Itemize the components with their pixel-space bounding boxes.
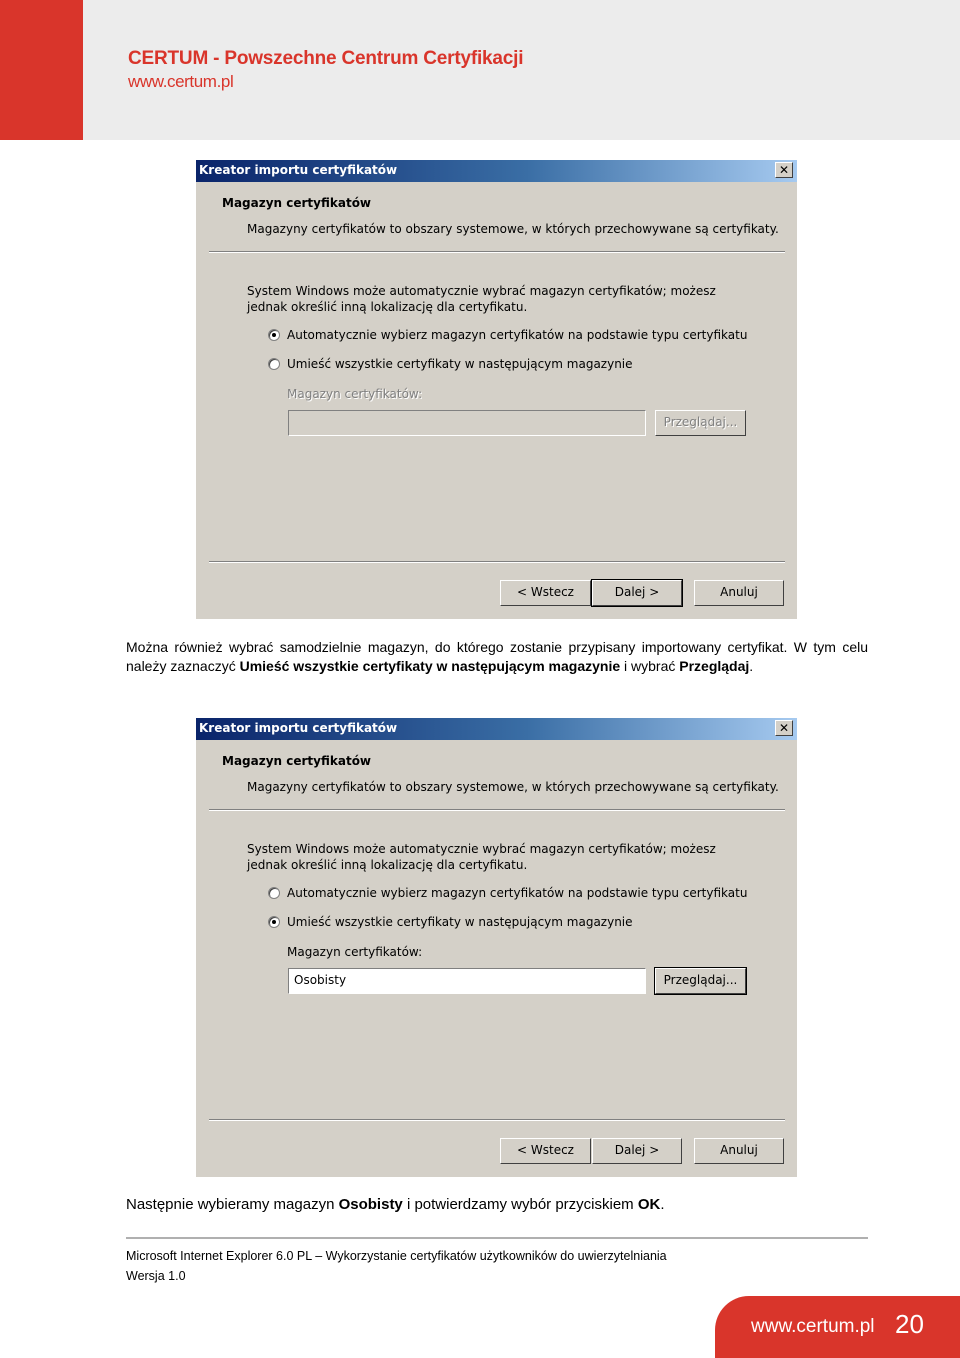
footer-divider — [209, 1119, 785, 1121]
dialog-titlebar — [196, 718, 797, 740]
back-button[interactable]: < Wstecz — [500, 580, 591, 606]
para1-bold-browse: Przeglądaj — [679, 658, 750, 674]
store-field — [288, 410, 646, 436]
import-wizard-dialog-2 — [196, 718, 797, 1177]
cancel-button[interactable]: Anuluj — [694, 1138, 784, 1164]
close-icon[interactable]: ✕ — [775, 720, 793, 736]
radio-manual-selected[interactable] — [268, 916, 280, 928]
radio-manual[interactable] — [268, 358, 280, 370]
dialog-title: Kreator importu certyfikatów — [199, 721, 398, 735]
wizard-description: System Windows może automatycznie wybrać magazyn certyfikatów; możesz jednak określić inną lokalizację dla certyfikatu. — [247, 842, 716, 872]
browse-button[interactable]: Przeglądaj... — [655, 968, 746, 994]
footer-badge — [715, 1296, 960, 1358]
header-band — [83, 0, 960, 140]
header-red-block — [0, 0, 83, 140]
para2-text-2: i potwierdzamy wybór przyciskiem — [402, 1196, 638, 1213]
page-number: 20 — [895, 1309, 924, 1339]
header-divider — [209, 809, 785, 811]
instruction-paragraph-1 — [126, 638, 868, 676]
para1-text: Można również wybrać samodzielnie magazyn, do którego zostanie przypisany importowany certyfikat. W tym celu należy zaznaczyć — [126, 639, 868, 674]
radio-auto[interactable] — [268, 887, 280, 899]
header-divider — [209, 251, 785, 253]
option-auto-label: Automatycznie wybierz magazyn certyfikatów na podstawie typu certyfikatu — [287, 328, 748, 342]
header-url: www.certum.pl — [128, 72, 234, 91]
footer-divider — [209, 561, 785, 563]
import-wizard-dialog-1 — [196, 160, 797, 619]
next-button[interactable]: Dalej > — [592, 1138, 682, 1164]
store-field[interactable]: Osobisty — [288, 968, 646, 994]
close-icon[interactable]: ✕ — [775, 162, 793, 178]
para1-middle: i wybrać — [620, 658, 680, 674]
dialog-titlebar — [196, 160, 797, 182]
wizard-subheading: Magazyny certyfikatów to obszary systemowe, w których przechowywane są certyfikaty. — [247, 780, 779, 794]
para1-end: . — [749, 658, 754, 674]
radio-auto-selected[interactable] — [268, 329, 280, 341]
instruction-paragraph-2 — [126, 1195, 868, 1214]
footer-version: Wersja 1.0 — [126, 1269, 186, 1283]
wizard-heading: Magazyn certyfikatów — [222, 754, 372, 768]
para1-bold-option: Umieść wszystkie certyfikaty w następującym magazynie — [239, 658, 621, 674]
back-button[interactable]: < Wstecz — [500, 1138, 591, 1164]
para2-end: . — [660, 1196, 665, 1213]
header-title: CERTUM - Powszechne Centrum Certyfikacji — [128, 48, 524, 69]
browse-button: Przeglądaj... — [655, 410, 746, 436]
dialog-title: Kreator importu certyfikatów — [199, 163, 398, 177]
footer-rule — [126, 1237, 868, 1239]
store-label: Magazyn certyfikatów: — [287, 387, 423, 401]
wizard-subheading: Magazyny certyfikatów to obszary systemowe, w których przechowywane są certyfikaty. — [247, 222, 779, 236]
footer-document-title: Microsoft Internet Explorer 6.0 PL – Wykorzystanie certyfikatów użytkowników do uwierzytelniania — [126, 1249, 667, 1263]
para2-bold-store: Osobisty — [338, 1196, 403, 1213]
para2-bold-ok: OK — [637, 1196, 661, 1213]
para2-text: Następnie wybieramy magazyn — [126, 1196, 339, 1213]
wizard-description: System Windows może automatycznie wybrać magazyn certyfikatów; możesz jednak określić inną lokalizację dla certyfikatu. — [247, 284, 716, 314]
option-auto-label: Automatycznie wybierz magazyn certyfikatów na podstawie typu certyfikatu — [287, 886, 748, 900]
next-button[interactable]: Dalej > — [592, 580, 682, 606]
wizard-heading: Magazyn certyfikatów — [222, 196, 372, 210]
cancel-button[interactable]: Anuluj — [694, 580, 784, 606]
option-manual-label: Umieść wszystkie certyfikaty w następującym magazynie — [287, 357, 633, 371]
footer-url: www.certum.pl — [751, 1316, 875, 1337]
store-label: Magazyn certyfikatów: — [287, 945, 423, 959]
option-manual-label: Umieść wszystkie certyfikaty w następującym magazynie — [287, 915, 633, 929]
